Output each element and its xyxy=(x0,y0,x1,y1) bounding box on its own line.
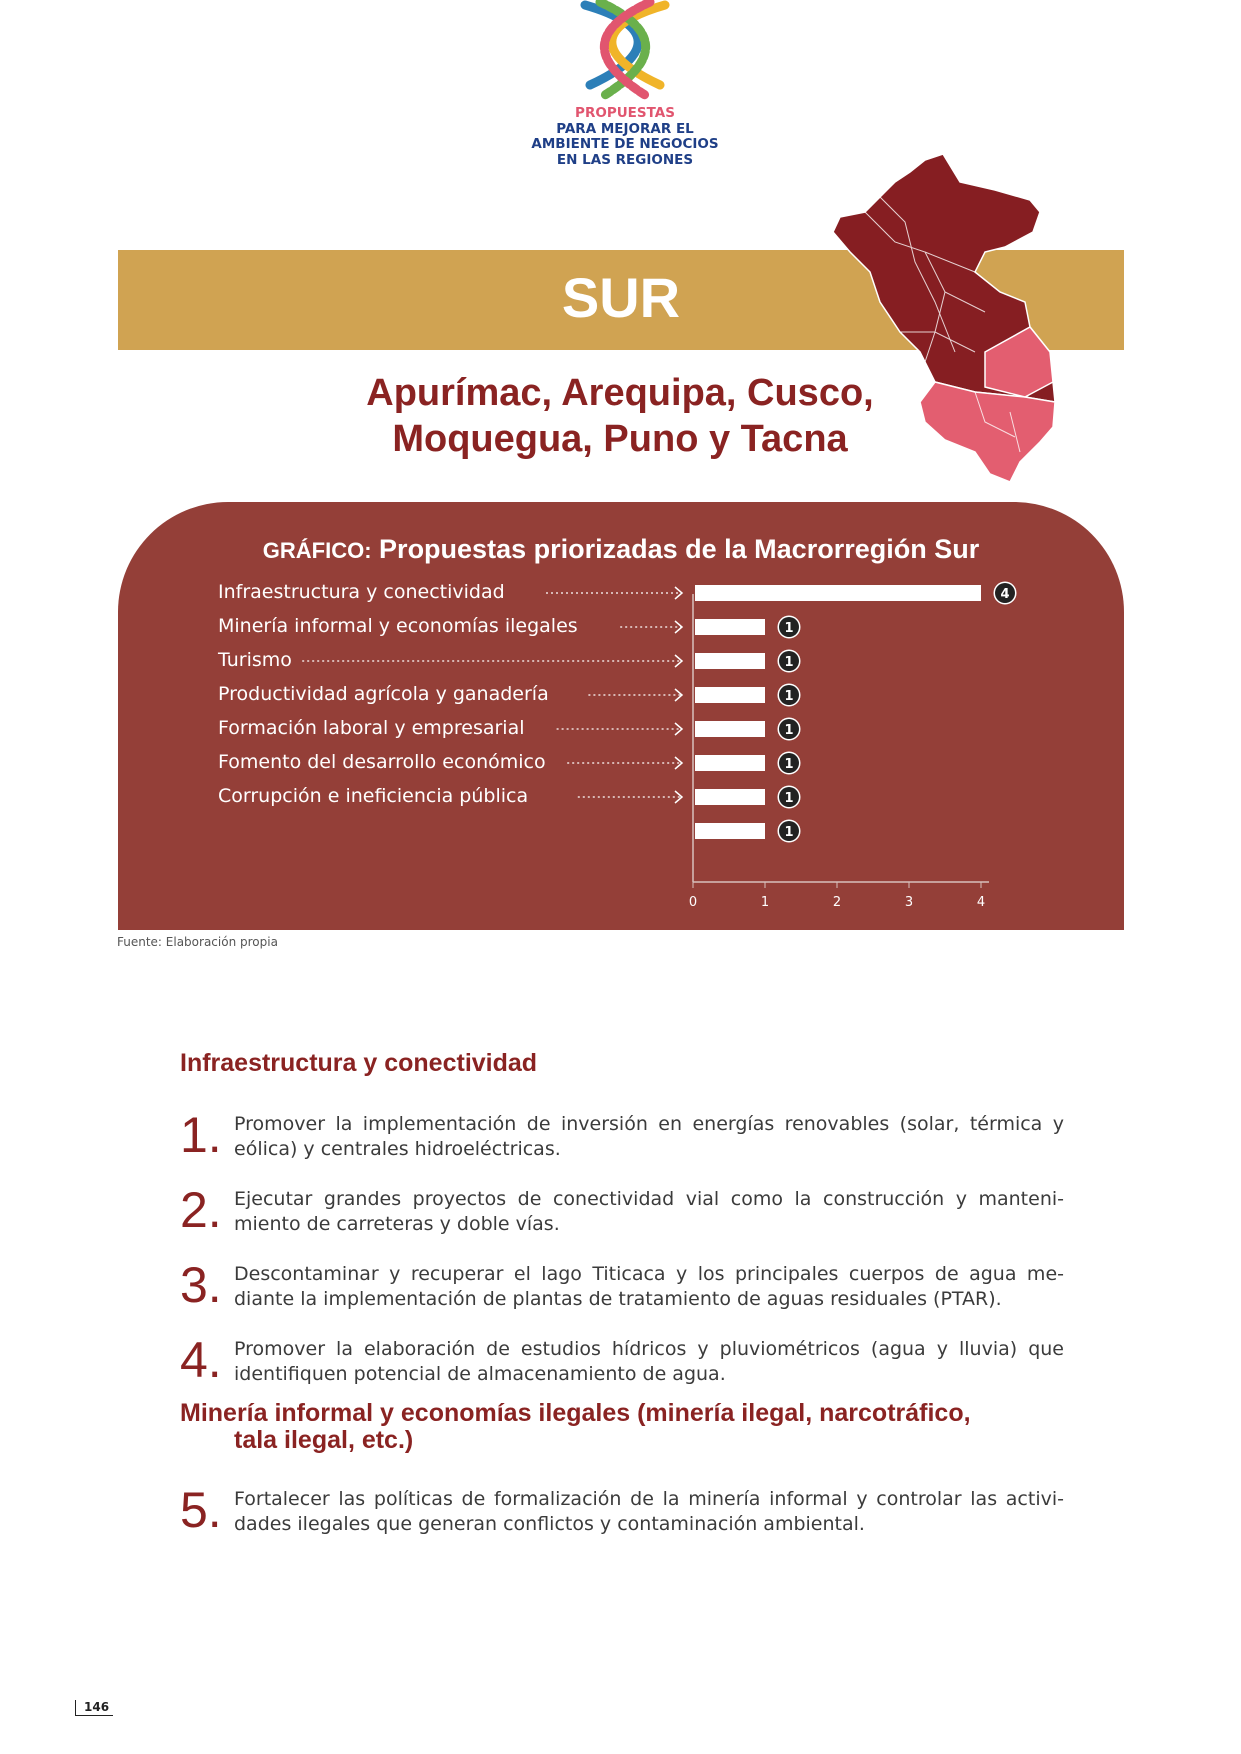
list-item xyxy=(180,1257,1064,1313)
category-label: Infraestructura y conectividad xyxy=(218,581,505,603)
data-label: 1 xyxy=(784,621,794,636)
data-label: 1 xyxy=(784,655,794,670)
item-number: 5. xyxy=(180,1482,222,1538)
bar-chart xyxy=(118,502,1124,930)
chart-panel xyxy=(118,502,1124,930)
item-text: Descontaminar y recuperar el lago Titicaca y los principales cuerpos de agua me-diante la implementación de plantas de tratamiento de aguas residuales (PTAR). xyxy=(234,1263,1064,1310)
category-label: Minería informal y economías ilegales xyxy=(218,615,578,637)
chart-title-prefix: GRÁFICO: xyxy=(262,538,372,563)
bar xyxy=(695,585,981,601)
bar xyxy=(695,755,765,771)
data-label: 1 xyxy=(784,825,794,840)
regions-subtitle xyxy=(300,370,940,462)
banner-title: SUR xyxy=(561,266,681,329)
logo-line: AMBIENTE DE NEGOCIOS xyxy=(531,136,719,152)
data-label: 1 xyxy=(784,689,794,704)
bar xyxy=(695,823,765,839)
bar xyxy=(695,789,765,805)
logo-text xyxy=(480,106,770,168)
chart-title-text: Propuestas priorizadas de la Macrorregión Sur xyxy=(379,534,980,564)
regions-line: Apurímac, Arequipa, Cusco, xyxy=(366,372,874,414)
category-label: Fomento del desarrollo económico xyxy=(218,751,546,773)
data-label: 1 xyxy=(784,757,794,772)
list-item xyxy=(180,1482,1064,1538)
item-number: 4. xyxy=(180,1332,222,1388)
item-text: Promover la elaboración de estudios hídricos y pluviométricos (agua y lluvia) que identifiquen potencial de almacenamiento de agua. xyxy=(234,1338,1064,1385)
bar xyxy=(695,619,765,635)
data-label: 1 xyxy=(784,723,794,738)
list-item xyxy=(180,1182,1064,1238)
data-label: 1 xyxy=(784,791,794,806)
page-number: 146 xyxy=(75,1700,113,1716)
item-number: 2. xyxy=(180,1182,222,1238)
section-heading-line: Minería informal y economías ilegales (minería ilegal, narcotráfico, xyxy=(180,1399,971,1427)
item-text: Promover la implementación de inversión en energías renovables (solar, térmica y eólica) y centrales hidroeléctricas. xyxy=(234,1113,1064,1160)
item-number: 3. xyxy=(180,1257,222,1313)
item-number: 1. xyxy=(180,1107,222,1163)
source-note: Fuente: Elaboración propia xyxy=(117,935,278,949)
category-label: Productividad agrícola y ganadería xyxy=(218,683,549,705)
bar xyxy=(695,721,765,737)
logo-line: EN LAS REGIONES xyxy=(556,151,694,168)
category-label: Turismo xyxy=(218,649,292,671)
list-item xyxy=(180,1332,1064,1388)
section-heading-line: Infraestructura y conectividad xyxy=(180,1049,538,1077)
item-text: Ejecutar grandes proyectos de conectividad vial como la construcción y manteni-miento de carreteras y doble vías. xyxy=(234,1188,1064,1235)
x-tick-label: 2 xyxy=(832,895,842,910)
logo-line: PARA MEJORAR EL xyxy=(556,120,694,137)
x-tick-label: 3 xyxy=(904,895,914,910)
regions-line: Moquegua, Puno y Tacna xyxy=(392,418,848,460)
bar xyxy=(695,687,765,703)
list-item xyxy=(180,1107,1064,1163)
section-heading xyxy=(180,1050,537,1077)
item-text: Fortalecer las políticas de formalización de la minería informal y controlar las activi-dades ilegales que generan conflictos y contaminación ambiental. xyxy=(234,1488,1064,1535)
category-label: Corrupción e ineficiencia pública xyxy=(218,785,529,807)
data-label: 4 xyxy=(1000,587,1010,602)
logo-line: PROPUESTAS xyxy=(575,105,675,121)
interlaced-mosaic-logo xyxy=(560,0,690,100)
x-tick-label: 0 xyxy=(688,895,698,910)
x-tick-label: 4 xyxy=(976,895,986,910)
section-heading xyxy=(180,1400,971,1454)
x-tick-label: 1 xyxy=(760,895,770,910)
bar xyxy=(695,653,765,669)
section-heading-line: tala ilegal, etc.) xyxy=(234,1426,414,1454)
category-label: Formación laboral y empresarial xyxy=(218,717,525,739)
